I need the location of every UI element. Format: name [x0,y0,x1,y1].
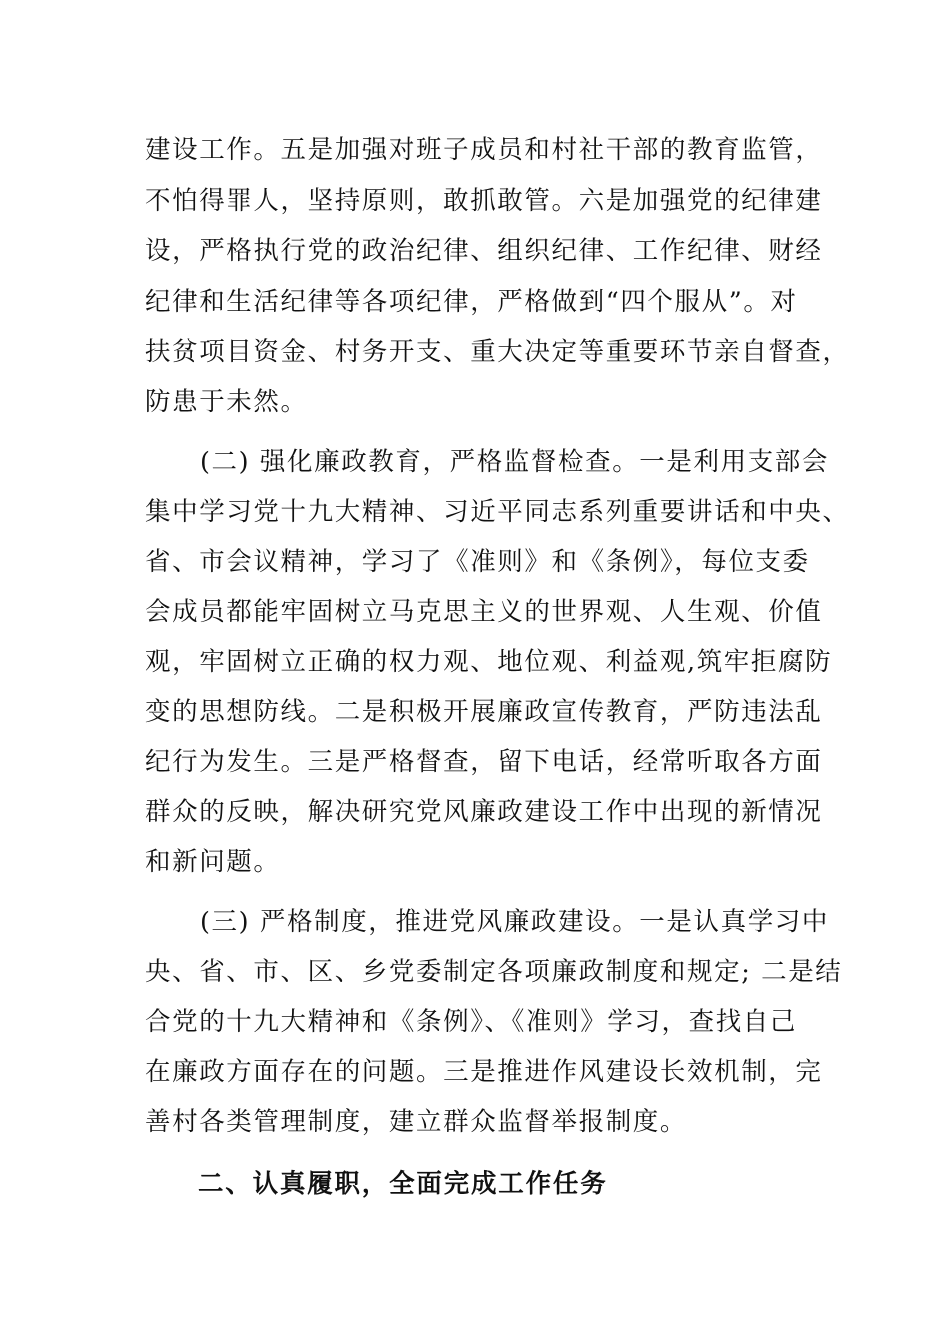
paragraph-1-line-3: 设，严格执行党的政治纪律、组织纪律、工作纪律、财经 [145,236,823,266]
paragraph-2-line-1: (二) 强化廉政教育，严格监督检查。一是利用支部会 [200,447,830,477]
paragraph-1-line-5: 扶贫项目资金、村务开支、重大决定等重要环节亲自督查， [145,337,850,367]
paragraph-2-line-2: 集中学习党十九大精神、习近平同志系列重要讲话和中央、 [145,497,850,527]
paragraph-3-line-2: 央、省、市、区、乡党委制定各项廉政制度和规定; 二是结 [145,957,843,987]
paragraph-1-line-4: 纪律和生活纪律等各项纪律，严格做到“四个服从”。对 [145,287,798,317]
paragraph-3-line-1: (三) 严格制度，推进党风廉政建设。一是认真学习中 [200,907,830,937]
paragraph-2-line-8: 群众的反映，解决研究党风廉政建设工作中出现的新情况 [145,797,823,827]
paragraph-2-line-9: 和新问题。 [145,847,281,877]
paragraph-2-line-5: 观，牢固树立正确的权力观、地位观、利益观,筑牢拒腐防 [145,647,833,677]
paragraph-1-line-6: 防患于未然。 [145,387,308,417]
paragraph-1-line-1: 建设工作。五是加强对班子成员和村社干部的教育监管， [145,135,823,165]
paragraph-1-line-2: 不怕得罪人，坚持原则，敢抓敢管。六是加强党的纪律建 [145,186,823,216]
paragraph-3-line-3: 合党的十九大精神和《条例》、《准则》学习，查找自己 [145,1007,798,1037]
paragraph-2-line-3: 省、市会议精神，学习了《准则》和《条例》，每位支委 [145,547,810,577]
paragraph-2-line-6: 变的思想防线。二是积极开展廉政宣传教育，严防违法乱 [145,697,823,727]
paragraph-3-line-5: 善村各类管理制度，建立群众监督举报制度。 [145,1107,688,1137]
paragraph-2-line-7: 纪行为发生。三是严格督查，留下电话，经常听取各方面 [145,747,823,777]
paragraph-2-line-4: 会成员都能牢固树立马克思主义的世界观、人生观、价值 [145,597,823,627]
paragraph-3-line-4: 在廉政方面存在的问题。三是推进作风建设长效机制，完 [145,1057,823,1087]
section-heading: 二、认真履职，全面完成工作任务 [198,1169,608,1199]
